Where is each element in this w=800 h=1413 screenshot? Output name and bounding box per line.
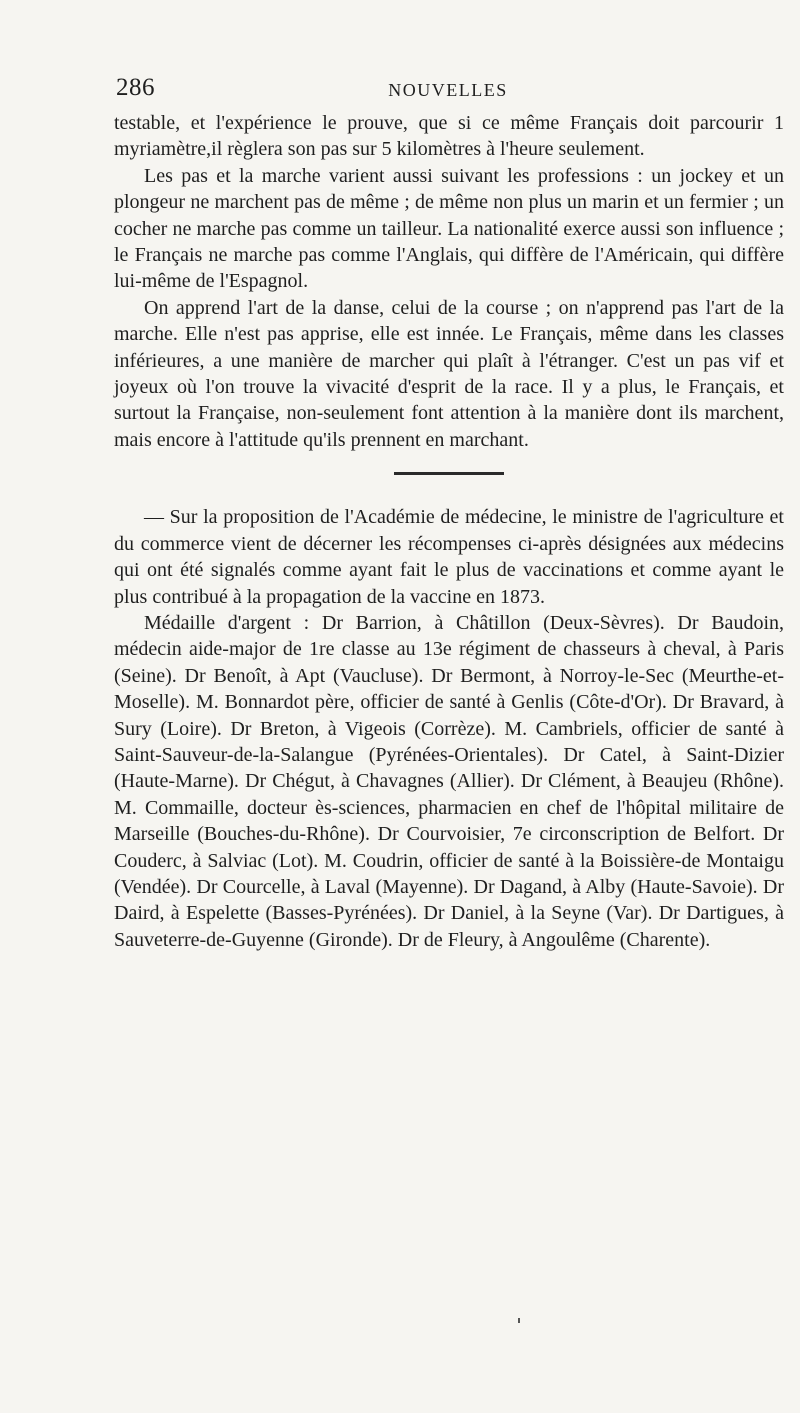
body-text: [114, 110, 784, 953]
paragraph-professions: Les pas et la marche varient aussi suivant les professions : un jockey et un plongeur ne marchent pas de même ; de même non plus un marin et un fermier ; un cocher ne marche pas comme un tailleur. La nationalité exerce aussi son influence ; le Français ne marche pas comme l'Anglais, qui diffère de l'Américain, qui diffère lui-même de l'Espagnol.: [114, 164, 784, 293]
section-divider: [394, 472, 504, 475]
running-title: NOUVELLES: [388, 80, 508, 100]
page-header: [116, 74, 780, 104]
printer-mark: [518, 1318, 520, 1323]
paragraph-art-of-walking: On apprend l'art de la danse, celui de la course ; on n'apprend pas l'art de la marche. Elle n'est pas apprise, elle est innée. Le Français, même dans les classes inférieures, a une manière de marcher qui plaît à l'étranger. C'est un pas vif et joyeux où l'on trouve la vivacité d'esprit de la race. Il y a plus, le Français, et surtout la Française, non-seulement font attention à la manière dont ils marchent, mais encore à l'attitude qu'ils prennent en marchant.: [114, 296, 784, 451]
paragraph-vaccine-awards: — Sur la proposition de l'Académie de médecine, le ministre de l'agriculture et du commerce vient de décerner les récompenses ci-après désignées aux médecins qui ont été signalés comme ayant fait le plus de vaccinations et comme ayant le plus contribué à la propagation de la vaccine en 1873.: [114, 506, 784, 608]
page-number: 286: [116, 74, 155, 101]
paragraph-continuation: testable, et l'expérience le prouve, que si ce même Français doit parcourir 1 myriamètre,il règlera son pas sur 5 kilomètres à l'heure seulement.: [114, 112, 784, 161]
paragraph-silver-medal-list: Médaille d'argent : Dr Barrion, à Châtillon (Deux-Sèvres). Dr Baudoin, médecin aide-major de 1re classe au 13e régiment de chasseurs à cheval, à Paris (Seine). Dr Benoît, à Apt (Vaucluse). Dr Bermont, à Norroy-le-Sec (Meurthe-et-Moselle). M. Bonnardot père, officier de santé à Genlis (Côte-d'Or). Dr Bravard, à Sury (Loire). Dr Breton, à Vigeois (Corrèze). M. Cambriels, officier de santé à Saint-Sauveur-de-la-Salangue (Pyrénées-Orientales). Dr Catel, à Saint-Dizier (Haute-Marne). Dr Chégut, à Chavagnes (Allier). Dr Clément, à Beaujeu (Rhône). M. Commaille, docteur ès-sciences, pharmacien en chef de l'hôpital militaire de Marseille (Bouches-du-Rhône). Dr Courvoisier, 7e circonscription de Belfort. Dr Couderc, à Salviac (Lot). M. Coudrin, officier de santé à la Boissière-de Montaigu (Vendée). Dr Courcelle, à Laval (Mayenne). Dr Dagand, à Alby (Haute-Savoie). Dr Daird, à Espelette (Basses-Pyrénées). Dr Daniel, à la Seyne (Var). Dr Dartigues, à Sauveterre-de-Guyenne (Gironde). Dr de Fleury, à Angoulême (Charente).: [114, 611, 784, 951]
